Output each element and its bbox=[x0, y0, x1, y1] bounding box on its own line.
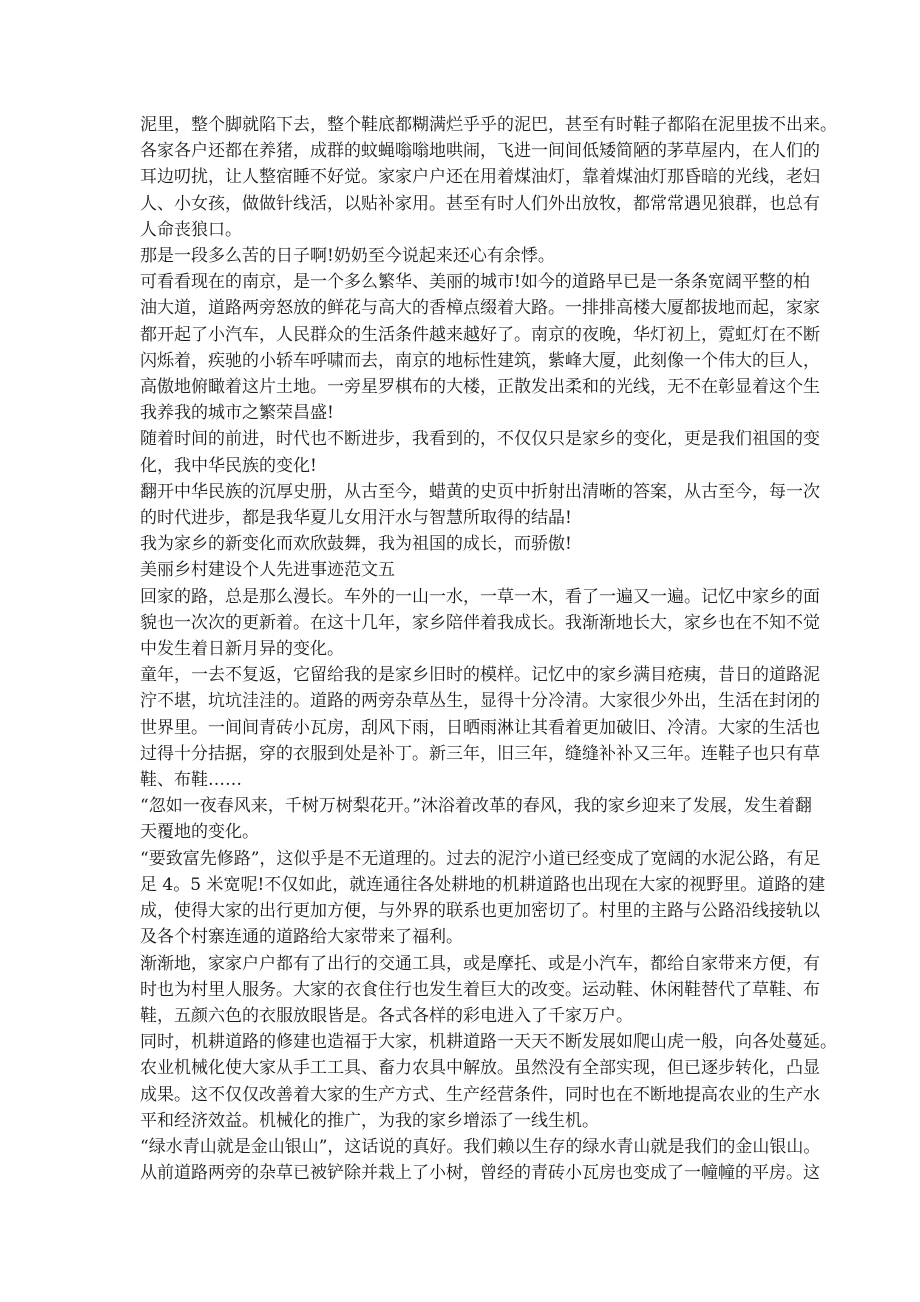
text-line: 成果。这不仅仅改善着大家的生产方式、生产经营条件，同时也在不断地提高农业的生产水 bbox=[140, 1084, 820, 1105]
document-page bbox=[140, 112, 837, 1186]
text-line: 化，我中华民族的变化! bbox=[140, 455, 317, 476]
text-line: 我为家乡的新变化而欢欣鼓舞，我为祖国的成长，而骄傲! bbox=[140, 534, 572, 555]
paragraph bbox=[140, 584, 820, 663]
text-line: 美丽乡村建设个人先进事迹范文五 bbox=[140, 560, 395, 581]
text-line: “绿水青山就是金山银山”，这话说的真好。我们赖以生存的绿水青山就是我们的金山银山。 bbox=[140, 1136, 821, 1157]
text-line: 世界里。一间间青砖小瓦房，刮风下雨，日晒雨淋让其看着更加破旧、冷清。大家的生活也 bbox=[140, 717, 820, 738]
text-line: 都开起了小汽车，人民群众的生活条件越来越好了。南京的夜晚，华灯初上，霓虹灯在不断 bbox=[140, 324, 820, 345]
paragraph bbox=[140, 846, 826, 951]
text-line: 成，使得大家的出行更加方便，与外界的联系也更加密切了。村里的主路与公路沿线接轨以 bbox=[140, 901, 820, 922]
text-line: 耳边叨扰，让人整宿睡不好觉。家家户户还在用着煤油灯，靠着煤油灯那昏暗的光线，老妇 bbox=[140, 167, 820, 188]
text-line: 我养我的城市之繁荣昌盛! bbox=[140, 403, 334, 424]
text-line: 油大道，道路两旁怒放的鲜花与高大的香樟点缀着大路。一排排高楼大厦都拔地而起，家家 bbox=[140, 298, 820, 319]
text-line: 及各个村寨连通的道路给大家带来了福利。 bbox=[140, 927, 463, 948]
text-line: 的时代进步，都是我华夏儿女用汗水与智慧所取得的结晶! bbox=[140, 508, 572, 529]
text-line: 那是一段多么苦的日子啊!奶奶至今说起来还心有余悸。 bbox=[140, 246, 555, 267]
text-line: 从前道路两旁的杂草已被铲除并栽上了小树，曾经的青砖小瓦房也变成了一幢幢的平房。这 bbox=[140, 1163, 820, 1184]
paragraph bbox=[140, 269, 820, 426]
text-line: 回家的路，总是那么漫长。车外的一山一水，一草一木，看了一遍又一遍。记忆中家乡的面 bbox=[140, 586, 820, 607]
text-line: 平和经济效益。机械化的推广，为我的家乡增添了一线生机。 bbox=[140, 1110, 599, 1131]
text-line: 泞不堪，坑坑洼洼的。道路的两旁杂草丛生，显得十分冷清。大家很少外出，生活在封闭的 bbox=[140, 691, 820, 712]
text-line: 童年，一去不复返，它留给我的是家乡旧时的模样。记忆中的家乡满目疮痍，昔日的道路泥 bbox=[140, 665, 820, 686]
paragraph bbox=[140, 479, 820, 531]
paragraph bbox=[140, 426, 820, 478]
text-line: 天覆地的变化。 bbox=[140, 822, 259, 843]
text-line: “忽如一夜春风来，千树万树梨花开。”沐浴着改革的春风，我的家乡迎来了发展，发生着翻 bbox=[140, 796, 812, 817]
text-line: 鞋、布鞋…… bbox=[140, 770, 242, 791]
text-line: 足 4。5 米宽呢!不仅如此，就连通往各处耕地的机耕道路也出现在大家的视野里。道路的建 bbox=[140, 874, 826, 895]
text-line: 同时，机耕道路的修建也造福于大家，机耕道路一天天不断发展如爬山虎一般，向各处蔓延。 bbox=[140, 1032, 837, 1053]
paragraph bbox=[140, 138, 820, 243]
paragraph bbox=[140, 112, 837, 138]
text-line: 各家各户还都在养猪，成群的蚊蝇嗡嗡地哄闹，飞进一间间低矮简陋的茅草屋内，在人们的 bbox=[140, 141, 820, 162]
text-line: 过得十分拮据，穿的衣服到处是补丁。新三年，旧三年，缝缝补补又三年。连鞋子也只有草 bbox=[140, 743, 820, 764]
text-line: 农业机械化使大家从手工工具、畜力农具中解放。虽然没有全部实现，但已逐步转化，凸显 bbox=[140, 1058, 820, 1079]
text-line: 鞋，五颜六色的衣服放眼皆是。各式各样的彩电进入了千家万户。 bbox=[140, 1005, 633, 1026]
text-line: 中发生着日新月异的变化。 bbox=[140, 639, 344, 660]
paragraph bbox=[140, 1029, 837, 1134]
paragraph bbox=[140, 1134, 821, 1186]
text-line: 可看看现在的南京，是一个多么繁华、美丽的城市!如今的道路早已是一条条宽阔平整的柏 bbox=[140, 272, 810, 293]
paragraph bbox=[140, 243, 805, 269]
text-line: “要致富先修路”，这似乎是不无道理的。过去的泥泞小道已经变成了宽阔的水泥公路，有足 bbox=[140, 848, 821, 869]
section-heading bbox=[140, 557, 805, 583]
text-line: 泥里，整个脚就陷下去，整个鞋底都糊满烂乎乎的泥巴，甚至有时鞋子都陷在泥里拔不出来。 bbox=[140, 115, 837, 135]
text-line: 貌也一次次的更新着。在这十几年，家乡陪伴着我成长。我渐渐地长大，家乡也在不知不觉 bbox=[140, 612, 820, 633]
paragraph bbox=[140, 531, 805, 557]
text-line: 高傲地俯瞰着这片土地。一旁星罗棋布的大楼，正散发出柔和的光线，无不在彰显着这个生 bbox=[140, 377, 820, 398]
text-line: 渐渐地，家家户户都有了出行的交通工具，或是摩托、或是小汽车，都给自家带来方便，有 bbox=[140, 953, 820, 974]
paragraph bbox=[140, 793, 812, 845]
paragraph bbox=[140, 662, 820, 793]
text-line: 人命丧狼口。 bbox=[140, 219, 242, 240]
text-line: 人、小女孩，做做针线活，以贴补家用。甚至有时人们外出放牧，都常常遇见狼群，也总有 bbox=[140, 193, 820, 214]
paragraph bbox=[140, 951, 820, 1030]
text-line: 时也为村里人服务。大家的衣食住行也发生着巨大的改变。运动鞋、休闲鞋替代了草鞋、布 bbox=[140, 979, 820, 1000]
text-line: 闪烁着，疾驰的小轿车呼啸而去，南京的地标性建筑，紫峰大厦，此刻像一个伟大的巨人， bbox=[140, 350, 820, 371]
text-line: 随着时间的前进，时代也不断进步，我看到的，不仅仅只是家乡的变化，更是我们祖国的变 bbox=[140, 429, 820, 450]
text-line: 翻开中华民族的沉厚史册，从古至今，蜡黄的史页中折射出清晰的答案，从古至今，每一次 bbox=[140, 481, 820, 502]
